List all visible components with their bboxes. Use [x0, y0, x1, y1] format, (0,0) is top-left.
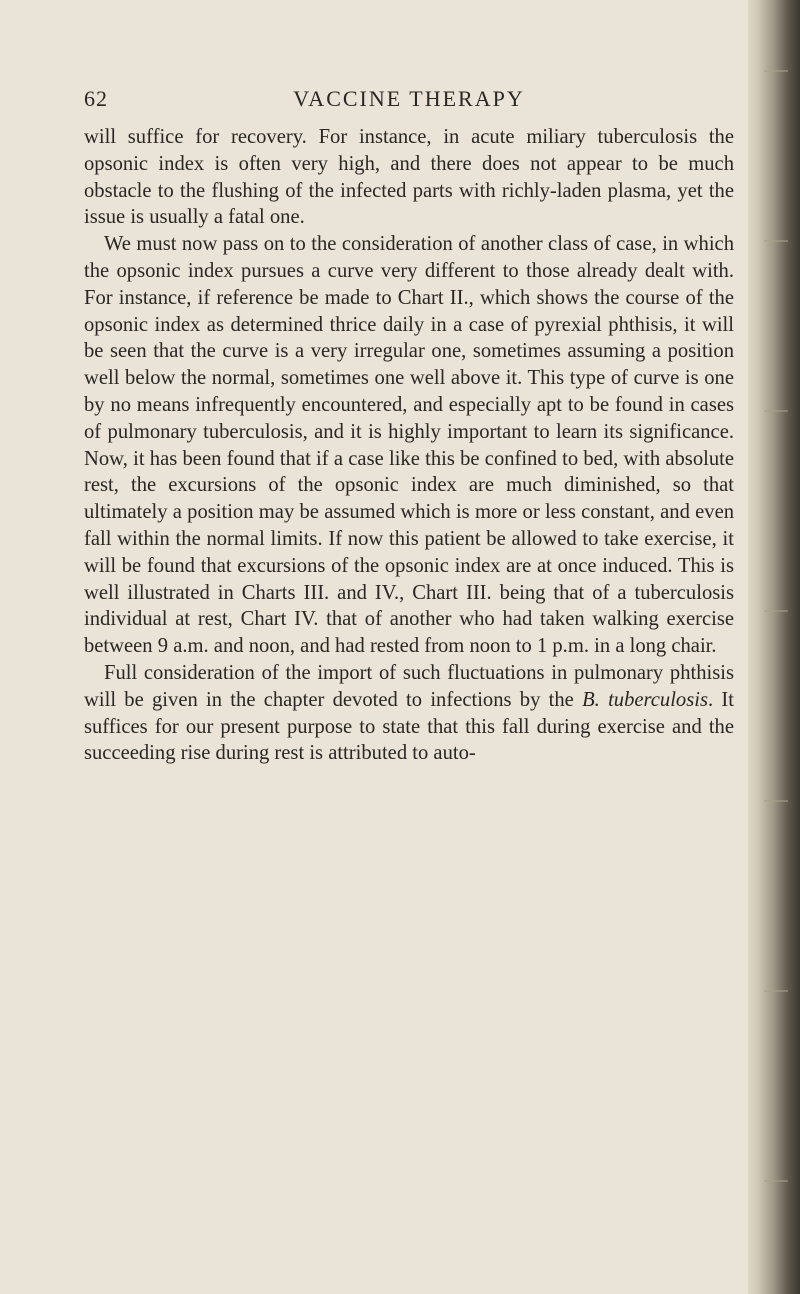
- running-head: VACCINE THERAPY: [293, 86, 525, 111]
- page-number: 62: [84, 86, 108, 111]
- binding-fiber: [764, 990, 788, 992]
- page-edge-binding: [748, 0, 800, 1294]
- binding-fiber: [764, 70, 788, 72]
- binding-fiber: [764, 410, 788, 412]
- binding-fiber: [764, 800, 788, 802]
- binding-fiber: [764, 610, 788, 612]
- page-header: [84, 86, 734, 116]
- body-text: [84, 124, 734, 767]
- binding-fiber: [764, 240, 788, 242]
- paragraph-1: will suffice for recovery. For instance, in acute miliary tuberculosis the opsonic index is often very high, and there does not appear to be much obstacle to the flushing of the infected parts with richly-laden plasma, yet the issue is usually a fatal one.: [84, 126, 734, 229]
- paragraph-2: We must now pass on to the consideration of another class of case, in which the opsonic index pursues a curve very different to those already dealt with. For instance, if reference be made to Chart II., which shows the course of the opsonic index as determined thrice daily in a case of pyrexial phthisis, it will be seen that the curve is a very irregular one, sometimes assuming a position well below the normal, sometimes one well above it. This type of curve is one by no means infrequently encountered, and especially apt to be found in cases of pulmonary tuberculosis, and it is highly important to learn its significance. Now, it has been found that if a case like this be confined to bed, with absolute rest, the excursions of the opsonic index are much diminished, so that ultimately a position may be assumed which is more or less constant, and even fall within the normal limits. If now this patient be allowed to take exercise, it will be found that excursions of the opsonic index are at once induced. This is well illustrated in Charts III. and IV., Chart III. being that of a tuberculosis individual at rest, Chart IV. that of another who had taken walking exercise between 9 a.m. and noon, and had rested from noon to 1 p.m. in a long chair.: [84, 233, 734, 658]
- binding-fiber: [764, 1180, 788, 1182]
- italic-species-name: B. tuberculosis: [582, 688, 708, 711]
- paragraph-3-end: . It suffices for our present purpose to state that this fall during exercise and the succeeding rise during rest is attributed to auto-: [84, 688, 734, 765]
- paragraph-3-start: Full consideration of the import of such fluctuations in pulmonary phthisis will be given in the chapter devoted to infections by the: [84, 661, 734, 711]
- paragraph-3: [84, 660, 734, 767]
